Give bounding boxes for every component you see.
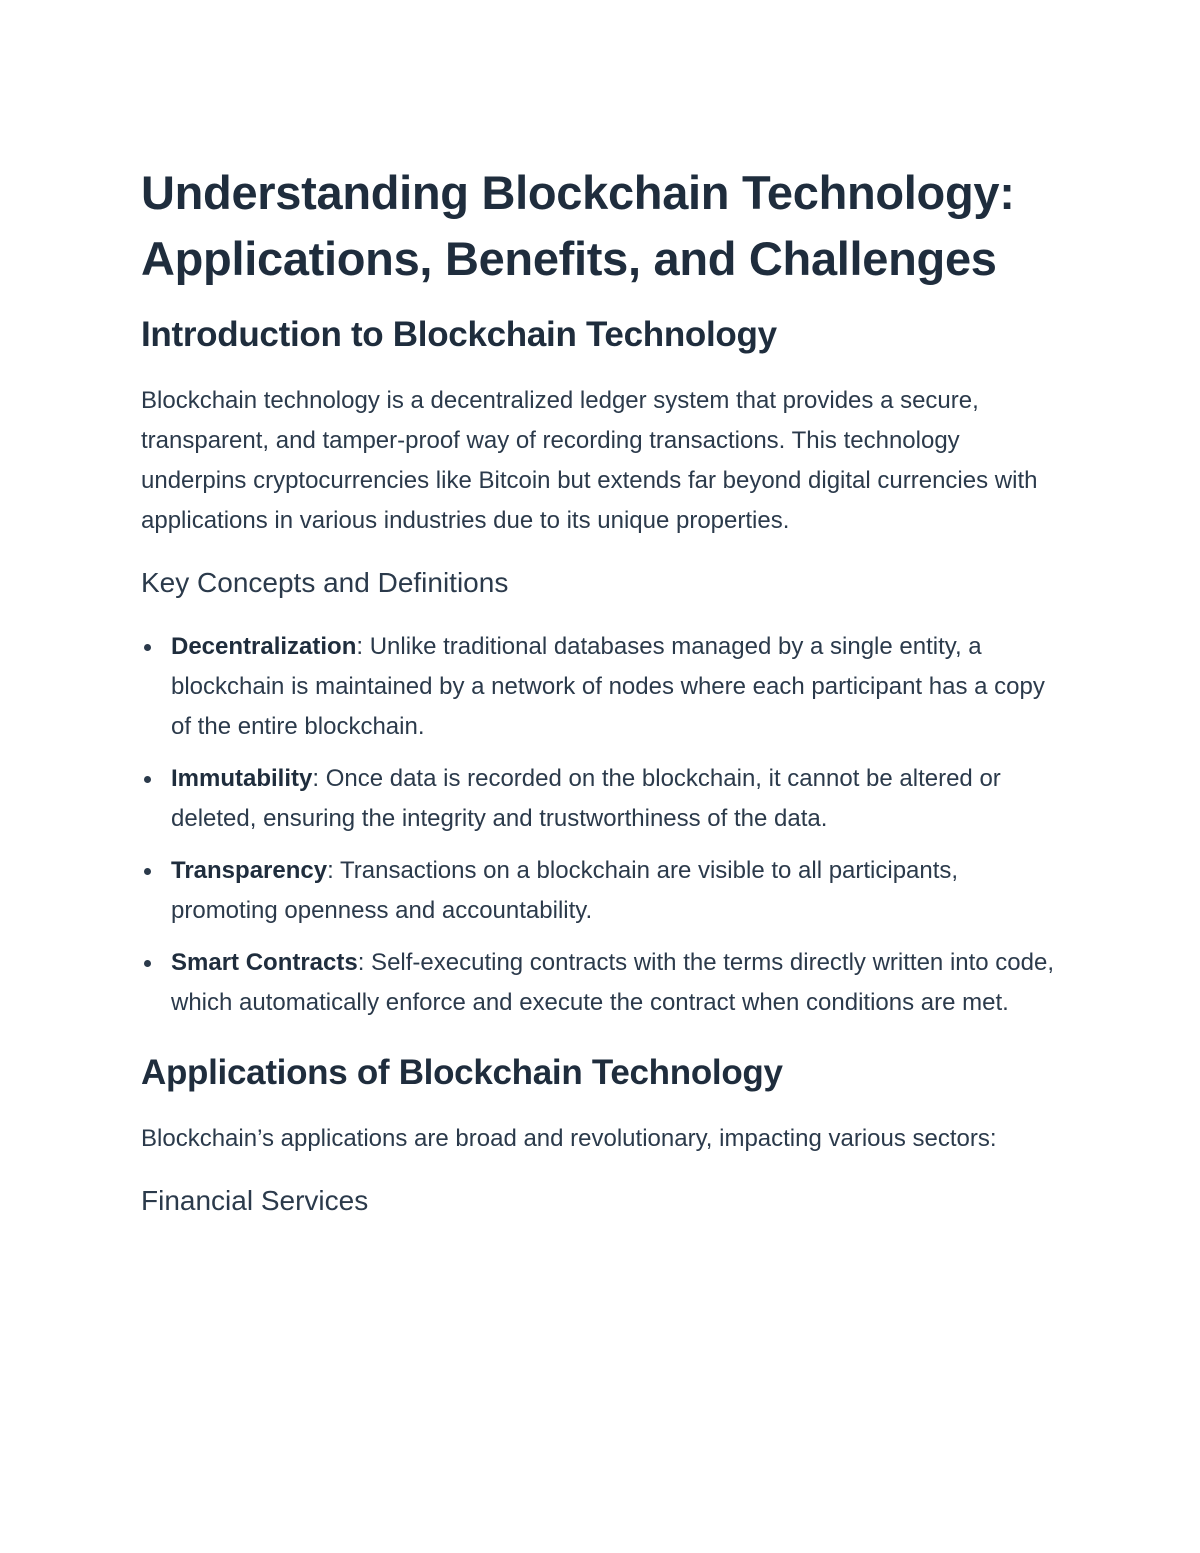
section-heading-applications: Applications of Blockchain Technology (141, 1053, 783, 1092)
list-item (141, 759, 1066, 839)
introduction-paragraph: Blockchain technology is a decentralized ledger system that provides a secure, transparent, and tamper-proof way of recording transactions. This technology underpins cryptocurrencies like Bitcoin but extends far beyond digital currencies with applications in various industries due to its unique properties. (141, 387, 1038, 534)
bullet-icon (144, 960, 151, 967)
key-concepts-list (141, 627, 1066, 1023)
subsection-heading-key-concepts: Key Concepts and Definitions (141, 567, 509, 598)
document-page (141, 160, 1066, 1219)
subsection-heading-financial-services: Financial Services (141, 1185, 369, 1216)
bullet-icon (144, 644, 151, 651)
bullet-icon (144, 776, 151, 783)
list-item-term: Smart Contracts (171, 949, 358, 976)
list-item-term: Transparency (171, 857, 328, 884)
list-item (141, 627, 1066, 747)
list-item (141, 943, 1066, 1023)
document-title: Understanding Blockchain Technology: Applications, Benefits, and Challenges (141, 166, 1015, 285)
list-item-term: Immutability (171, 765, 313, 792)
applications-paragraph: Blockchain’s applications are broad and revolutionary, impacting various sectors: (141, 1125, 997, 1152)
section-heading-introduction: Introduction to Blockchain Technology (141, 315, 777, 354)
bullet-icon (144, 868, 151, 875)
list-item (141, 851, 1066, 931)
list-item-definition: : Unlike traditional databases managed by a single entity, a blockchain is maintained by a network of nodes where each participant has a copy of the entire blockchain. (171, 633, 1045, 740)
list-item-definition: : Once data is recorded on the blockchain, it cannot be altered or deleted, ensuring the integrity and trustworthiness of the data. (171, 765, 1001, 832)
list-item-definition: : Transactions on a blockchain are visible to all participants, promoting openness and accountability. (171, 857, 959, 924)
list-item-term: Decentralization (171, 633, 357, 660)
list-item-definition: : Self-executing contracts with the terms directly written into code, which automatically enforce and execute the contract when conditions are met. (171, 949, 1055, 1016)
